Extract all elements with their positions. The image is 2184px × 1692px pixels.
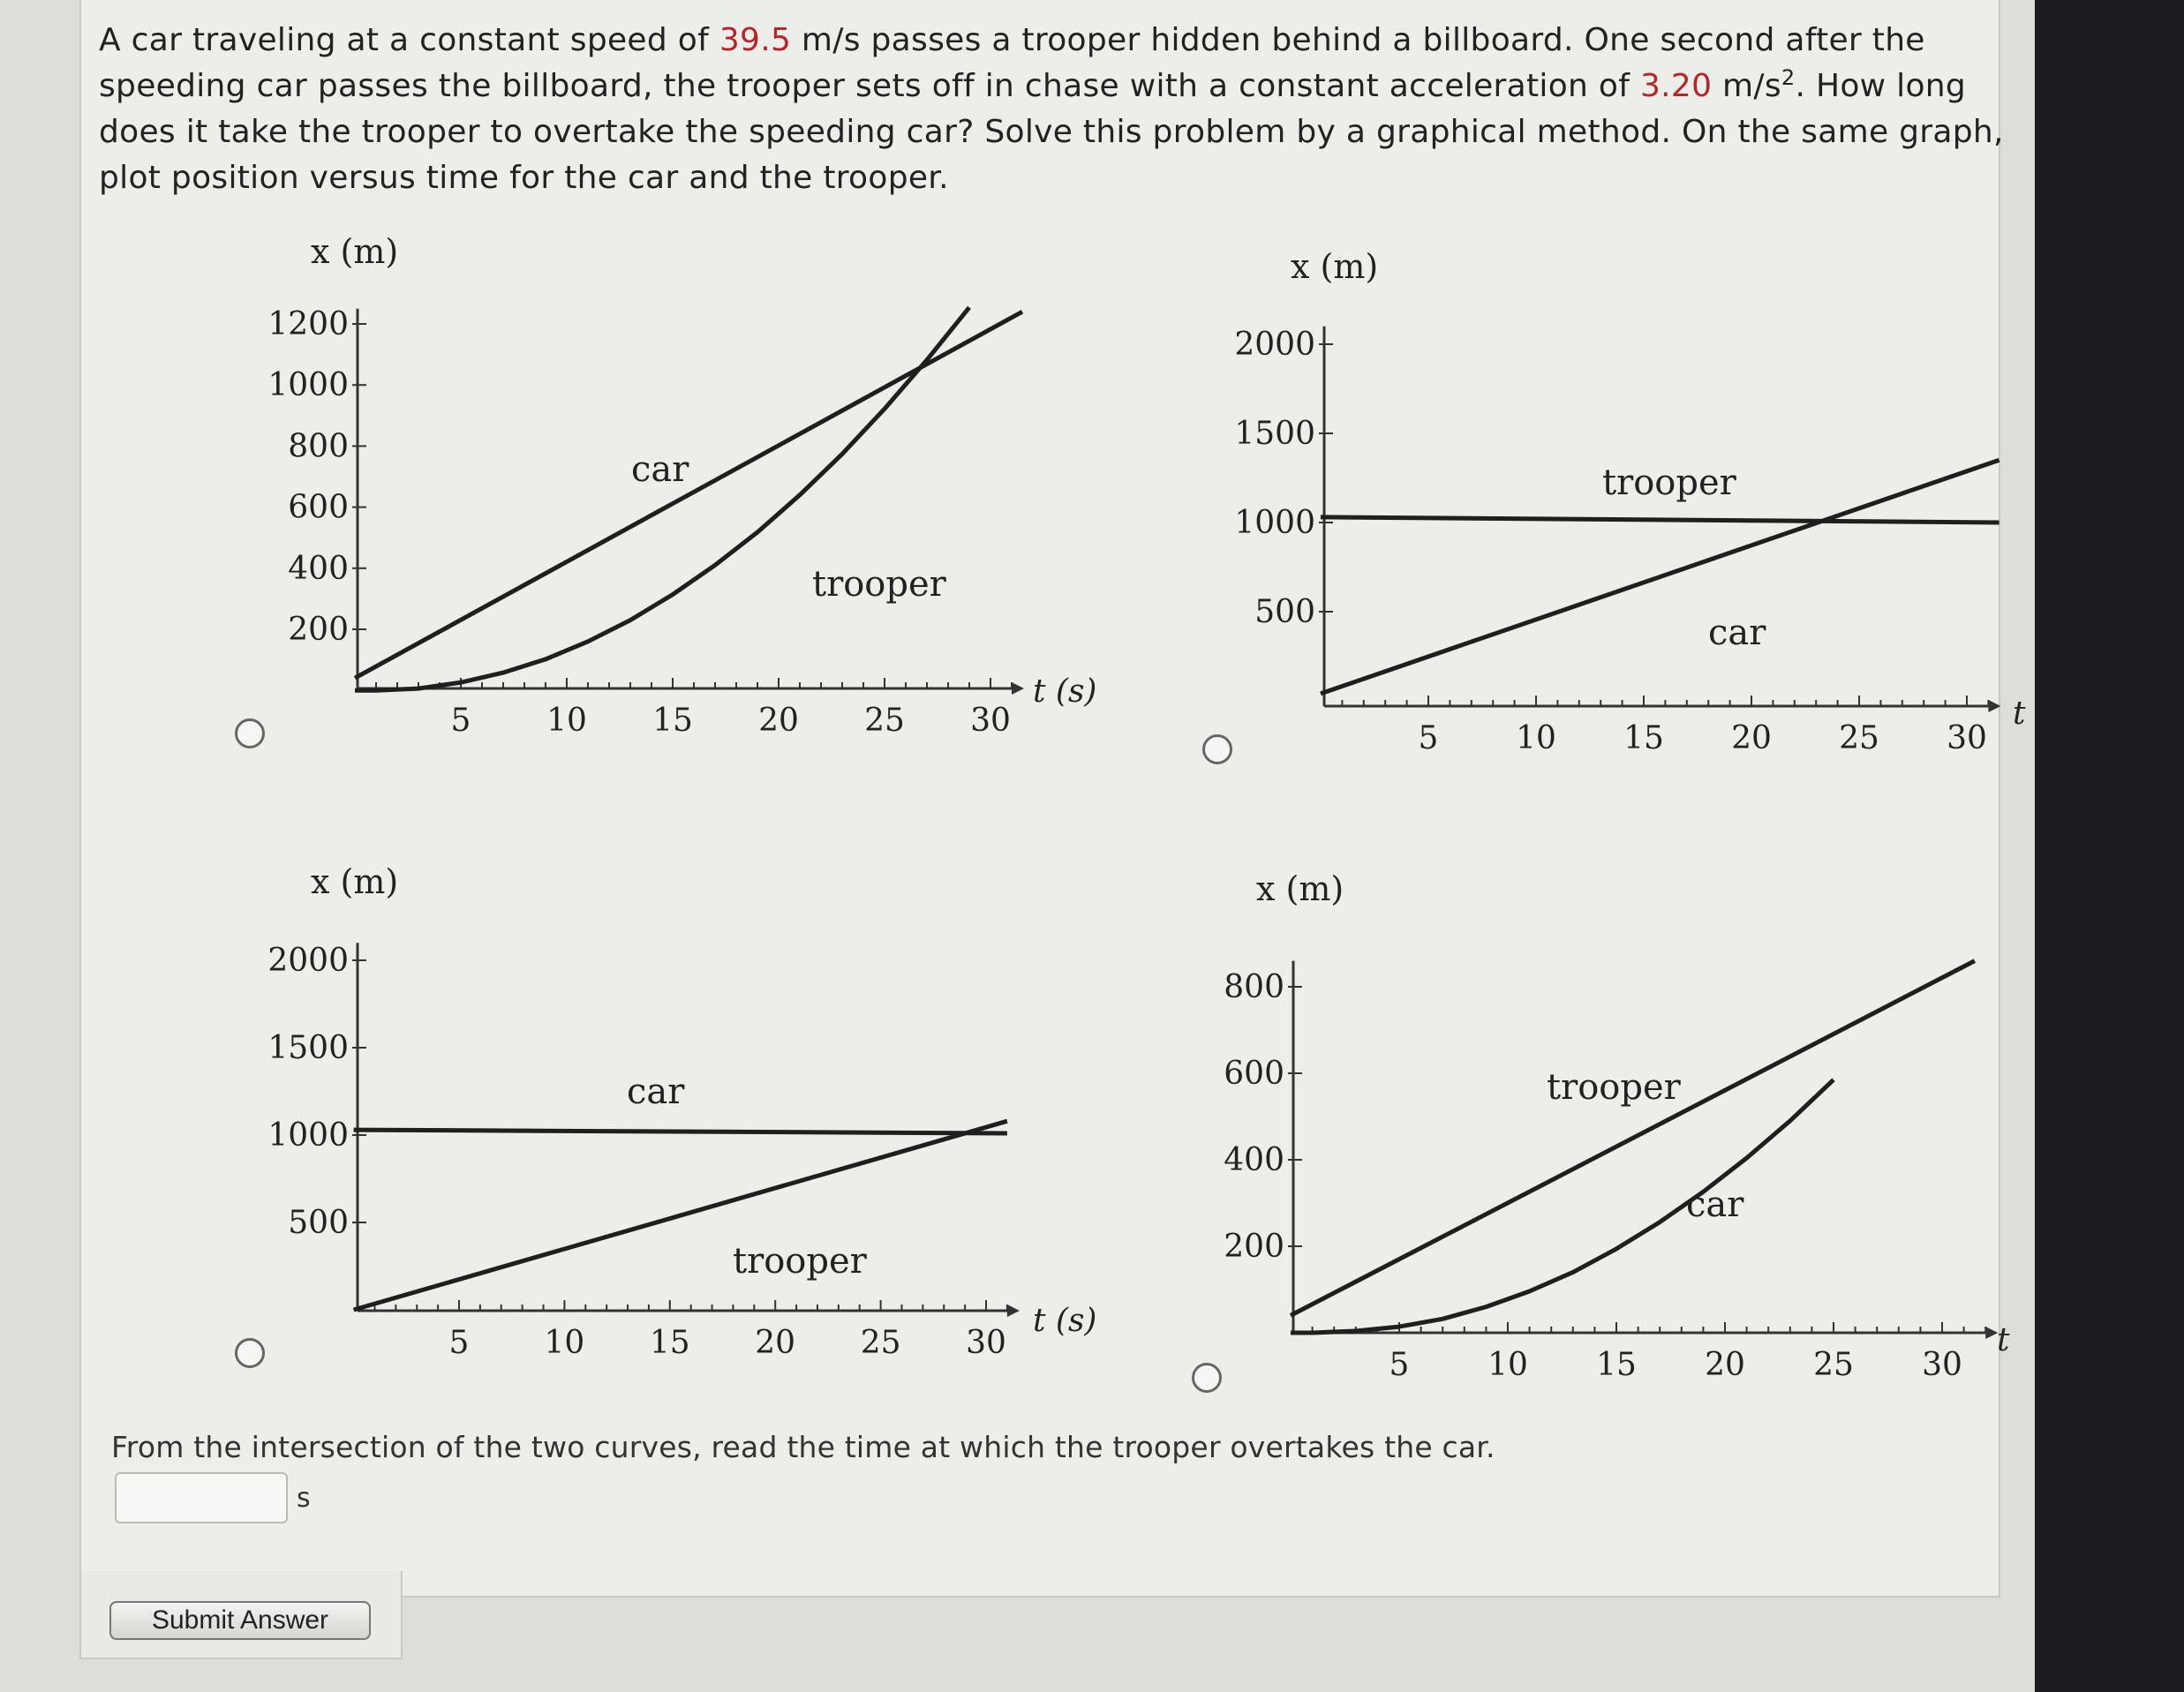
- acceleration-value: 3.20: [1639, 68, 1713, 104]
- x-tick-label: 20: [755, 1325, 796, 1361]
- x-axis-arrow: [1007, 1305, 1020, 1317]
- x-tick-label: 25: [1839, 720, 1879, 756]
- x-tick-label: 5: [1418, 720, 1439, 756]
- y-tick-label: 600: [1224, 1056, 1284, 1092]
- submit-answer-button[interactable]: Submit Answer: [109, 1601, 371, 1640]
- series-label-trooper: trooper: [1547, 1067, 1681, 1108]
- series-label-trooper: trooper: [1602, 462, 1736, 503]
- x-tick-label: 30: [970, 703, 1011, 739]
- y-tick-label: 400: [288, 550, 349, 587]
- x-axis-label: t: [1997, 1322, 2010, 1358]
- series-label-car: car: [627, 1072, 685, 1112]
- x-axis-label: t (s): [1033, 1303, 1097, 1339]
- answer-input[interactable]: [115, 1472, 288, 1523]
- series-label-car: car: [631, 449, 689, 490]
- x-tick-label: 5: [448, 1325, 470, 1361]
- speed-value: 39.5: [719, 22, 792, 58]
- series-line-car: [1291, 1079, 1834, 1333]
- x-tick-label: 25: [860, 1325, 901, 1361]
- x-tick-label: 5: [450, 703, 471, 739]
- y-axis-label: x (m): [1291, 247, 1379, 286]
- series-line-trooper: [354, 1121, 1007, 1310]
- instruction-text: From the intersection of the two curves, read the time at which the trooper overtakes the car.: [111, 1430, 1495, 1464]
- series-label-trooper: trooper: [812, 564, 946, 605]
- x-tick-label: 10: [546, 703, 587, 739]
- x-tick-label: 5: [1389, 1347, 1410, 1383]
- x-axis-arrow: [1012, 682, 1024, 695]
- series-line-trooper: [1291, 961, 1975, 1316]
- question-part-2: m/s passes a trooper hidden behind a billboard. One second after the speeding car passes the billboard, the trooper sets off in chase with a constant acceleration of: [99, 22, 1925, 104]
- question-part-1: A car traveling at a constant speed of: [99, 22, 719, 58]
- series-line-trooper: [355, 307, 969, 690]
- y-tick-label: 200: [288, 612, 349, 648]
- graph-option-3: [267, 862, 1096, 1361]
- series-label-car: car: [1686, 1184, 1744, 1225]
- y-tick-label: 1000: [267, 1117, 349, 1154]
- y-tick-label: 500: [1254, 594, 1315, 630]
- y-tick-label: 200: [1224, 1229, 1284, 1265]
- question-part-4: . How long does it take the trooper to overtake the speeding car? Solve this problem by a graphical method. On the same graph, plot position versus time for the car and the trooper.: [99, 68, 2004, 196]
- y-tick-label: 1000: [1234, 505, 1315, 541]
- y-tick-label: 1500: [267, 1030, 349, 1066]
- graph-option-1: [267, 232, 1096, 739]
- answer-unit: s: [297, 1483, 311, 1514]
- x-tick-label: 20: [1705, 1347, 1745, 1383]
- y-tick-label: 1000: [267, 367, 349, 404]
- x-tick-label: 15: [649, 1325, 690, 1361]
- series-line-trooper: [1321, 517, 1999, 523]
- x-axis-label: t: [2013, 696, 2026, 732]
- series-label-car: car: [1708, 613, 1766, 653]
- question-part-3: m/s: [1712, 68, 1781, 104]
- y-tick-label: 500: [288, 1205, 349, 1241]
- y-axis-label: x (m): [311, 232, 399, 271]
- x-tick-label: 30: [1922, 1347, 1962, 1383]
- x-tick-label: 10: [1487, 1347, 1528, 1383]
- y-tick-label: 800: [288, 428, 349, 465]
- y-tick-label: 2000: [267, 943, 349, 979]
- y-tick-label: 800: [1224, 969, 1284, 1005]
- series-line-car: [354, 1130, 1007, 1133]
- x-tick-label: 30: [1947, 720, 1987, 756]
- y-tick-label: 1200: [267, 306, 349, 342]
- y-tick-label: 600: [288, 489, 349, 526]
- x-tick-label: 10: [544, 1325, 585, 1361]
- y-tick-label: 1500: [1234, 416, 1315, 452]
- y-tick-label: 2000: [1234, 327, 1315, 363]
- series-label-trooper: trooper: [733, 1241, 867, 1282]
- x-tick-label: 25: [864, 703, 905, 739]
- y-tick-label: 400: [1224, 1142, 1284, 1178]
- x-axis-label: t (s): [1033, 673, 1097, 710]
- x-tick-label: 10: [1516, 720, 1556, 756]
- x-tick-label: 20: [758, 703, 799, 739]
- unit-exponent: 2: [1781, 65, 1796, 90]
- x-tick-label: 15: [1596, 1347, 1637, 1383]
- x-tick-label: 30: [966, 1325, 1006, 1361]
- x-tick-label: 20: [1731, 720, 1772, 756]
- y-axis-label: x (m): [1256, 869, 1344, 908]
- x-tick-label: 25: [1813, 1347, 1854, 1383]
- y-axis-label: x (m): [311, 862, 399, 901]
- graph-option-2: [1234, 247, 2026, 756]
- x-tick-label: 15: [652, 703, 693, 739]
- graph-option-4: [1224, 869, 2010, 1383]
- x-tick-label: 15: [1623, 720, 1664, 756]
- x-axis-arrow: [1988, 700, 2000, 712]
